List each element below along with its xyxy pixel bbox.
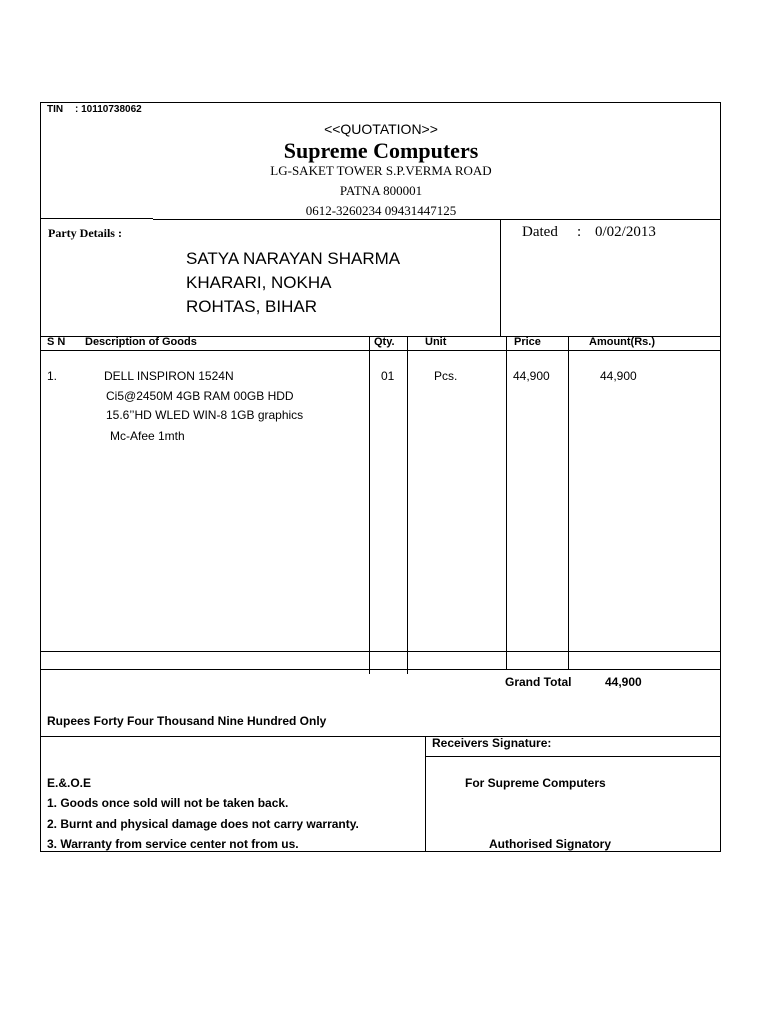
amount-in-words: Rupees Forty Four Thousand Nine Hundred Only [47, 714, 327, 728]
table-body-bottom [41, 651, 721, 652]
receivers-divider [425, 756, 721, 757]
quotation-document [40, 102, 721, 852]
words-bottom [41, 736, 721, 737]
dated-label: Dated [522, 224, 558, 240]
table-header-bottom [41, 350, 721, 351]
row-description-line: Mc-Afee 1mth [110, 429, 185, 443]
party-address-line2: ROHTAS, BIHAR [186, 297, 317, 316]
unit-column-divider [407, 336, 408, 674]
terms-line: 1. Goods once sold will not be taken back. [47, 796, 289, 810]
row-description-line: Ci5@2450M 4GB RAM 00GB HDD [106, 389, 294, 403]
terms-line: 2. Burnt and physical damage does not carry warranty. [47, 817, 359, 831]
amount-column-divider [568, 336, 569, 669]
authorised-signatory-label: Authorised Signatory [489, 837, 612, 851]
row-sn: 1. [47, 369, 58, 383]
column-header-price: Price [514, 336, 541, 348]
date-column-divider [500, 219, 501, 336]
row-price: 44,900 [513, 369, 550, 383]
grand-total-value: 44,900 [605, 675, 642, 689]
grand-total-label: Grand Total [505, 675, 572, 689]
row-amount: 44,900 [600, 369, 637, 383]
qty-column-divider [369, 336, 370, 674]
dated-value: 0/02/2013 [595, 224, 656, 240]
party-address-line1: KHARARI, NOKHA [186, 273, 332, 292]
row-qty: 01 [381, 369, 395, 383]
row-description-line: 15.6’’HD WLED WIN-8 1GB graphics [106, 408, 304, 422]
eoe-label: E.&.O.E [47, 776, 92, 790]
company-address: LG-SAKET TOWER S.P.VERMA ROAD [270, 163, 492, 178]
party-name: SATYA NARAYAN SHARMA [186, 249, 401, 268]
column-header-qty: Qty. [374, 336, 395, 348]
header-divider [41, 218, 153, 219]
column-header-unit: Unit [425, 336, 447, 348]
company-phone: 0612-3260234 09431447125 [305, 203, 457, 218]
dated-separator: : [577, 224, 582, 240]
company-name: Supreme Computers [283, 138, 479, 163]
terms-line: 3. Warranty from service center not from us. [47, 837, 299, 851]
table-total-top [41, 669, 721, 670]
receivers-signature-label: Receivers Signature: [432, 736, 552, 750]
company-city: PATNA 800001 [339, 183, 423, 198]
price-column-divider [506, 336, 507, 669]
column-header-amount: Amount(Rs.) [589, 336, 655, 348]
column-header-description: Description of Goods [85, 336, 197, 348]
for-company-label: For Supreme Computers [465, 776, 606, 790]
column-header-sn: S N [47, 336, 66, 348]
document-type: <<QUOTATION>> [324, 121, 438, 137]
row-unit: Pcs. [434, 369, 458, 383]
header-divider [153, 219, 721, 220]
party-details-label: Party Details : [48, 226, 122, 240]
tin-label: TIN [47, 104, 64, 115]
signature-column-divider [425, 736, 426, 852]
tin-value: : 10110738062 [75, 104, 142, 115]
row-description-line: DELL INSPIRON 1524N [104, 369, 234, 383]
